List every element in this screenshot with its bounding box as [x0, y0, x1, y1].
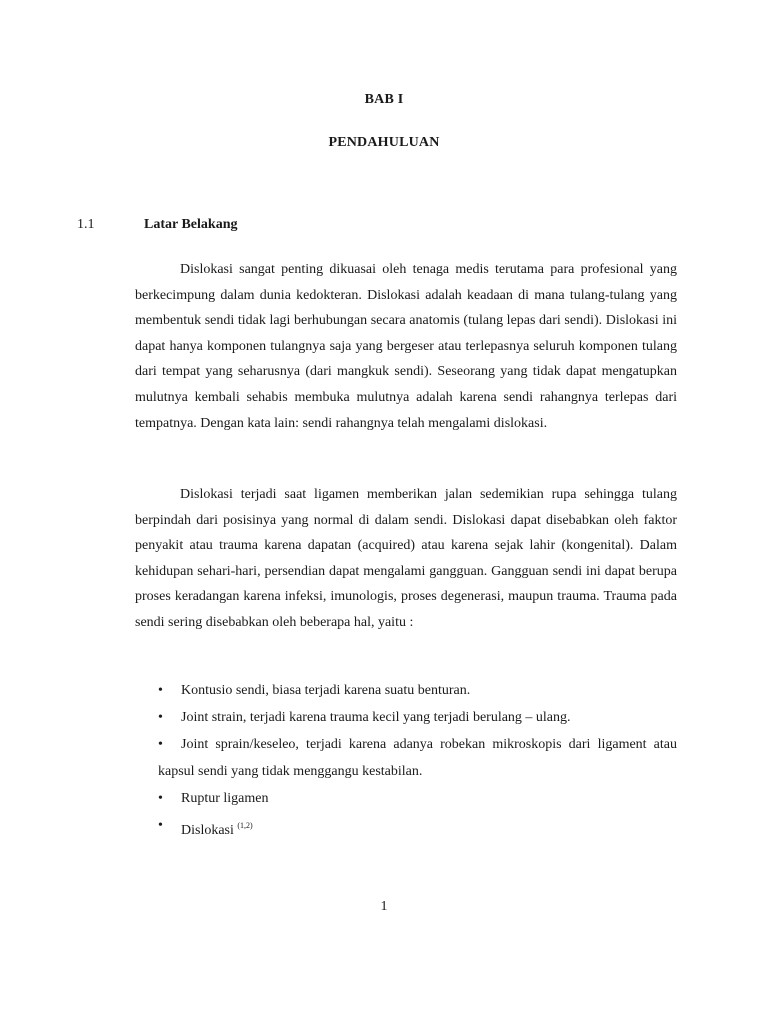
list-item [158, 704, 677, 731]
paragraph: Dislokasi terjadi saat ligamen memberikan jalan sedemikian rupa sehingga tulang berpindah dari posisinya yang normal di dalam sendi. Dislokasi dapat disebabkan oleh faktor penyakit atau trauma karena dapatan (acquired) atau karena sejak lahir (kongenital). Dalam kehidupan sehari-hari, persendian dapat mengalami gangguan. Gangguan sendi ini dapat berupa proses keradangan karena infeksi, imunologis, proses degenerasi, maupun trauma. Trauma pada sendi sering disebabkan oleh beberapa hal, yaitu : [135, 487, 677, 630]
bullet-icon: • [158, 791, 163, 806]
list-item [158, 785, 677, 812]
list-item [158, 731, 677, 785]
paragraph: Dislokasi sangat penting dikuasai oleh tenaga medis terutama para profesional yang berkecimpung dalam dunia kedokteran. Dislokasi adalah keadaan di mana tulang-tulang yang membentuk sendi tidak lagi berhubungan secara anatomis (tulang lepas dari sendi). Dislokasi ini dapat hanya komponen tulangnya saja yang bergeser atau terlepasnya seluruh komponen tulang dari tempat yang seharusnya (dari mangkuk sendi). Seseorang yang tidak dapat mengatupkan mulutnya kembali sehabis membuka mulutnya adalah karena sendi rahangnya terlepas dari tempatnya. Dengan kata lain: sendi rahangnya telah mengalami dislokasi. [135, 262, 677, 431]
list-item-text: Joint sprain/keseleo, terjadi karena adanya robekan mikroskopis dari ligament atau kapsul sendi yang tidak menggangu kestabilan. [158, 737, 677, 779]
section-number: 1.1 [77, 217, 95, 232]
list-item-text-wrapper [158, 812, 677, 844]
list-item-text: Kontusio sendi, biasa terjadi karena suatu benturan. [181, 683, 471, 698]
bullet-icon: • [158, 683, 163, 698]
list-item [158, 812, 677, 844]
bullet-icon: • [158, 710, 163, 725]
list-item [158, 677, 677, 704]
list-item-text: Joint strain, terjadi karena trauma kecil yang terjadi berulang – ulang. [181, 710, 571, 725]
chapter-label: BAB I [364, 92, 404, 107]
bullet-list [158, 677, 677, 844]
list-item-text: Dislokasi [181, 823, 234, 838]
page-number: 1 [380, 899, 388, 914]
bullet-icon: • [158, 818, 163, 833]
bullet-icon: • [158, 737, 163, 752]
citation: (1,2) [237, 821, 253, 830]
section-title: Latar Belakang [144, 217, 238, 232]
chapter-title: PENDAHULUAN [328, 135, 440, 150]
list-item-text: Ruptur ligamen [181, 791, 269, 806]
section-heading [77, 217, 237, 233]
